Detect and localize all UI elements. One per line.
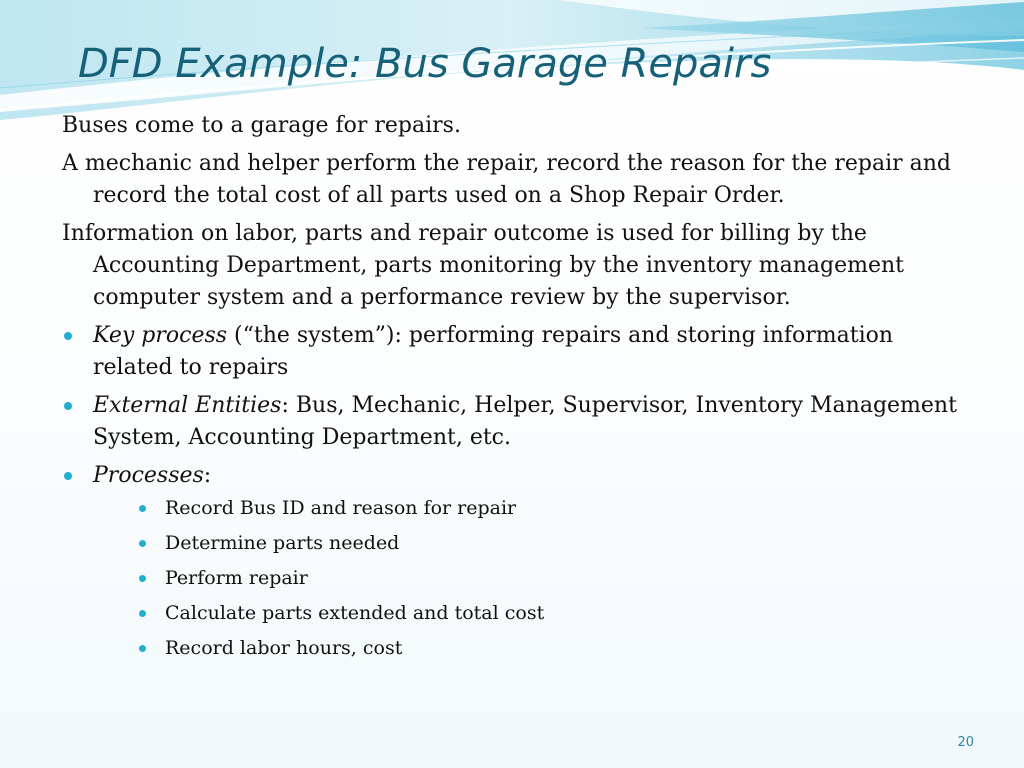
sub-bullet-dot-icon <box>139 505 146 512</box>
process-item-text: Perform repair <box>165 567 308 589</box>
process-item-text: Record labor hours, cost <box>165 637 403 659</box>
bullet-dot-icon <box>64 402 72 410</box>
bullet-processes <box>62 460 962 661</box>
sub-bullet-dot-icon <box>139 610 146 617</box>
paragraph-information: Information on labor, parts and repair outcome is used for billing by the Accounting Department, parts monitoring by the inventory management computer system and a performance review by the supervisor. <box>62 221 904 310</box>
paragraph-intro: Buses come to a garage for repairs. <box>62 113 461 138</box>
process-item <box>93 566 962 591</box>
bullet-text: : Bus, Mechanic, Helper, Supervisor, Inventory Management System, Accounting Department, etc. <box>93 393 957 450</box>
process-item <box>93 531 962 556</box>
bullet-text: : <box>203 463 212 488</box>
bullet-label: Processes <box>93 463 204 488</box>
slide-title: DFD Example: Bus Garage Repairs <box>78 41 772 87</box>
process-item <box>93 601 962 626</box>
process-list <box>93 496 962 661</box>
paragraph-repair: A mechanic and helper perform the repair, record the reason for the repair and record the total cost of all parts used on a Shop Repair Order. <box>62 151 951 208</box>
sub-bullet-dot-icon <box>139 645 146 652</box>
process-item <box>93 496 962 521</box>
process-item-text: Record Bus ID and reason for repair <box>165 497 517 519</box>
bullet-label: Key process <box>93 323 228 348</box>
page-number: 20 <box>957 735 974 750</box>
bullet-label: External Entities <box>93 393 282 418</box>
process-item <box>93 636 962 661</box>
bullet-external-entities <box>62 390 962 454</box>
process-item-text: Calculate parts extended and total cost <box>165 602 545 624</box>
process-item-text: Determine parts needed <box>165 532 400 554</box>
bullet-key-process <box>62 320 962 384</box>
bullet-dot-icon <box>64 332 72 340</box>
sub-bullet-dot-icon <box>139 540 146 547</box>
bullet-text: (“the system”): performing repairs and storing information related to repairs <box>93 323 894 380</box>
sub-bullet-dot-icon <box>139 575 146 582</box>
slide-content <box>62 110 962 671</box>
bullet-dot-icon <box>64 472 72 480</box>
